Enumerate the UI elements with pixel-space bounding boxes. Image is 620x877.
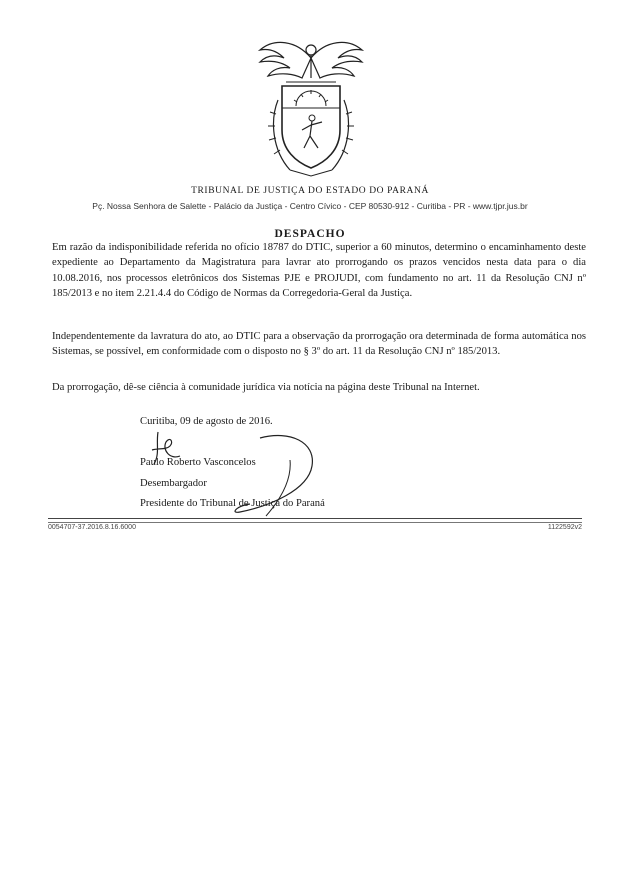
signatory-name: Paulo Roberto Vasconcelos [140,457,256,468]
date-line: Curitiba, 09 de agosto de 2016. [140,416,273,427]
signatory-office: Presidente do Tribunal de Justiça do Paraná [140,498,325,509]
footer-divider-secondary [48,522,582,523]
document-id: 1122592v2 [547,524,582,531]
paragraph-1: Em razão da indisponibilidade referida no ofício 18787 do DTIC, superior a 60 minutos, determino o encaminhamento deste expediente ao Departamento da Magistratura para lavrar ato prorrogando os prazos vencidos nesta data para o dia 10.08.2016, nos processos eletrônicos dos Sistemas PJE e PROJUDI, com fundamento no art. 11 da Resolução CNJ nº 185/2013 e no item 2.21.4.4 do Código de Normas da Corregedoria-Geral da Justiça. [52,242,586,300]
handwritten-signature-icon [140,420,340,530]
document-title: DESPACHO [274,228,346,240]
court-name: TRIBUNAL DE JUSTIÇA DO ESTADO DO PARANÁ [191,186,429,196]
footer-divider [48,518,582,519]
process-number: 0054707-37.2016.8.16.6000 [48,524,136,531]
court-address: Pç. Nossa Senhora de Salette - Palácio da Justiça - Centro Cívico - CEP 80530-912 - Curitiba - PR - www.tjpr.jus.br [92,201,528,211]
paragraph-2: Independentemente da lavratura do ato, ao DTIC para a observação da prorrogação ora determinada de forma automática nos Sistemas, se possível, em conformidade com o disposto no § 3º do art. 11 da Resolução CNJ nº 185/2013. [52,331,586,358]
paragraph-3: Da prorrogação, dê-se ciência à comunidade jurídica via notícia na página deste Tribunal na Internet. [52,382,480,393]
parana-coat-of-arms-icon [256,30,366,180]
signatory-role: Desembargador [140,478,207,489]
